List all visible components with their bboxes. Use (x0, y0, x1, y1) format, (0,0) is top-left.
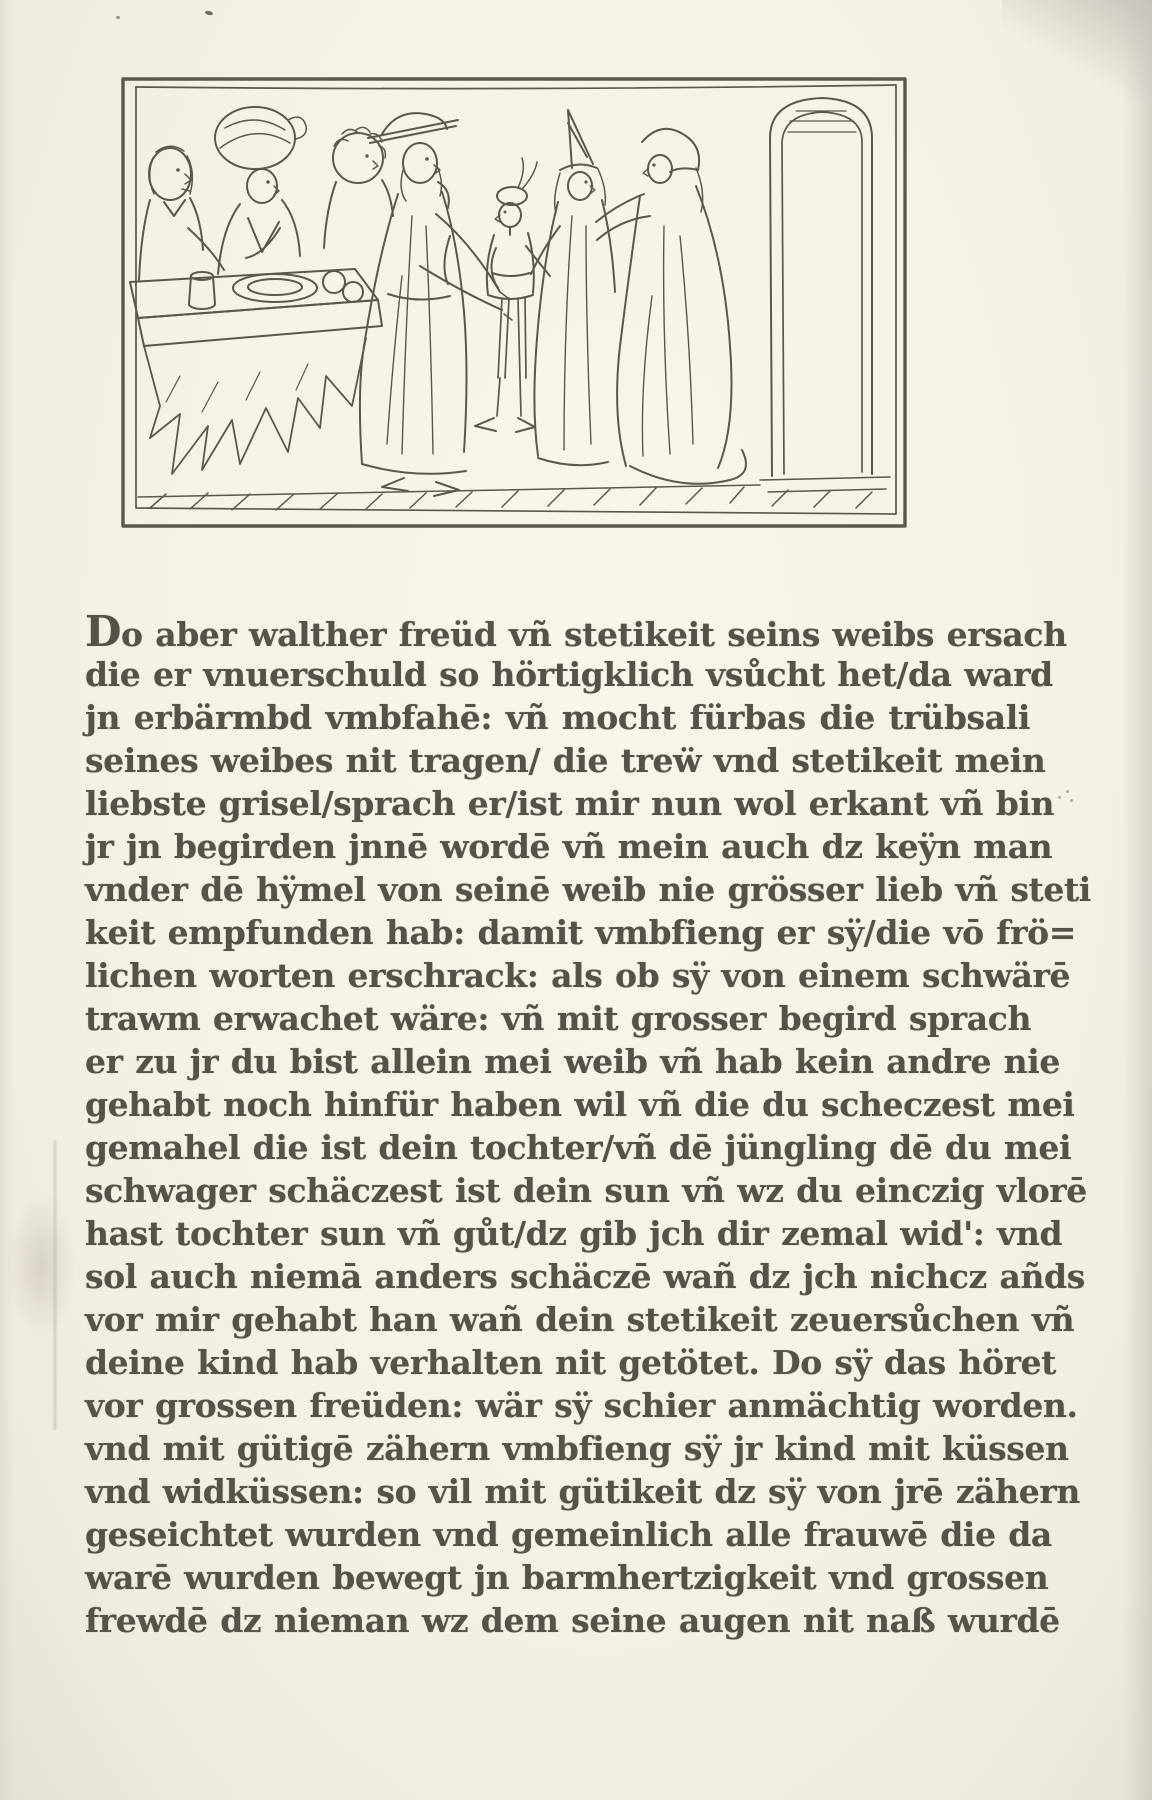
text-line: geseichtet wurden vnd gemeinlich alle frauwē die da (85, 1515, 1052, 1554)
text-line: Do aber walther freüd vñ stetikeit seins weibs ersach (85, 607, 1067, 656)
woodcut-illustration (120, 76, 908, 530)
loaf (343, 282, 363, 302)
mitre-woman-figure (531, 110, 615, 465)
loaf (323, 271, 345, 293)
text-line: jn erbärmbd vmbfahē: vñ mocht fürbas die trübsali (85, 698, 1030, 737)
text-line: vnd mit gütigē zähern vmbfieng sÿ jr kind mit küssen (85, 1429, 1069, 1468)
blackletter-text-block (85, 607, 1091, 1642)
text-line: trawm erwachet wäre: vñ mit grosser begird sprach (85, 999, 1032, 1038)
text-line: keit empfunden hab: damit vmbfieng er sÿ/die vō frö= (85, 913, 1076, 952)
text-line: die er vnuerschuld so hörtigklich vsůcht het/da ward (85, 655, 1053, 694)
text-line: er zu jr du bist allein mei weib vñ hab kein andre nie (85, 1042, 1061, 1081)
paper-shadow-right-edge (1122, 0, 1152, 1800)
text-line: seines weibes nit tragen/ die treẅ vnd stetikeit mein (85, 741, 1046, 780)
text-line: gemahel die ist dein tochter/vñ dē jüngling dē du mei (85, 1128, 1072, 1167)
paper-shadow-left-edge (0, 0, 14, 1800)
text-line: vnd widküssen: so vil mit gütikeit dz sÿ von jrē zähern (85, 1472, 1080, 1511)
onlooker-curly-man (324, 127, 393, 248)
text-line: sol auch niemā anders schäczē wañ dz jch nichcz añds (85, 1257, 1085, 1296)
text-line: deine kind hab verhalten nit getötet. Do sÿ das höret (85, 1343, 1057, 1382)
ink-speck (116, 16, 120, 19)
banquet-table (130, 269, 382, 474)
text-line: jr jn begirden jnnē wordē vñ mein auch dz keÿn man (85, 827, 1053, 866)
ink-speck-cluster (1058, 790, 1076, 804)
text-line: warē wurden bewegt jn barmhertzigkeit vnd grossen (85, 1558, 1049, 1597)
text-line: vor mir gehabt han wañ dein stetikeit zeuersůchen vñ (85, 1300, 1075, 1339)
text-line: liebste grisel/sprach er/ist mir nun wol erkant vñ bin (85, 784, 1055, 823)
boy-figure (475, 158, 550, 432)
text-line: hast tochter sun vñ gůt/dz gib jch dir zemal wid': vnd (85, 1214, 1063, 1253)
ink-speck (205, 10, 214, 16)
text-line: lichen worten erschrack: als ob sÿ von einem schwärē (85, 956, 1071, 995)
paper-stain (6, 1190, 76, 1340)
text-line: gehabt noch hinfür haben wil vñ die du scheczest mei (85, 1085, 1075, 1124)
walther-figure (360, 113, 512, 496)
text-line: vnder dē hÿmel von seinē weib nie grösser lieb vñ steti (85, 870, 1091, 909)
text-line: schwager schäczest ist dein sun vñ wz du einczig vlorē (85, 1171, 1087, 1210)
embracing-woman-figure (596, 129, 746, 484)
text-line: vor grossen freüden: wär sÿ schier anmächtig worden. (85, 1386, 1078, 1425)
onlooker-old-man (139, 146, 224, 280)
arched-door (760, 98, 890, 492)
text-line: frewdē dz nieman wz dem seine augen nit naß wurdē (85, 1601, 1060, 1640)
woodcut-frame (123, 79, 905, 526)
floor-hatching (138, 485, 872, 510)
onlooker-turban-woman (215, 107, 306, 274)
